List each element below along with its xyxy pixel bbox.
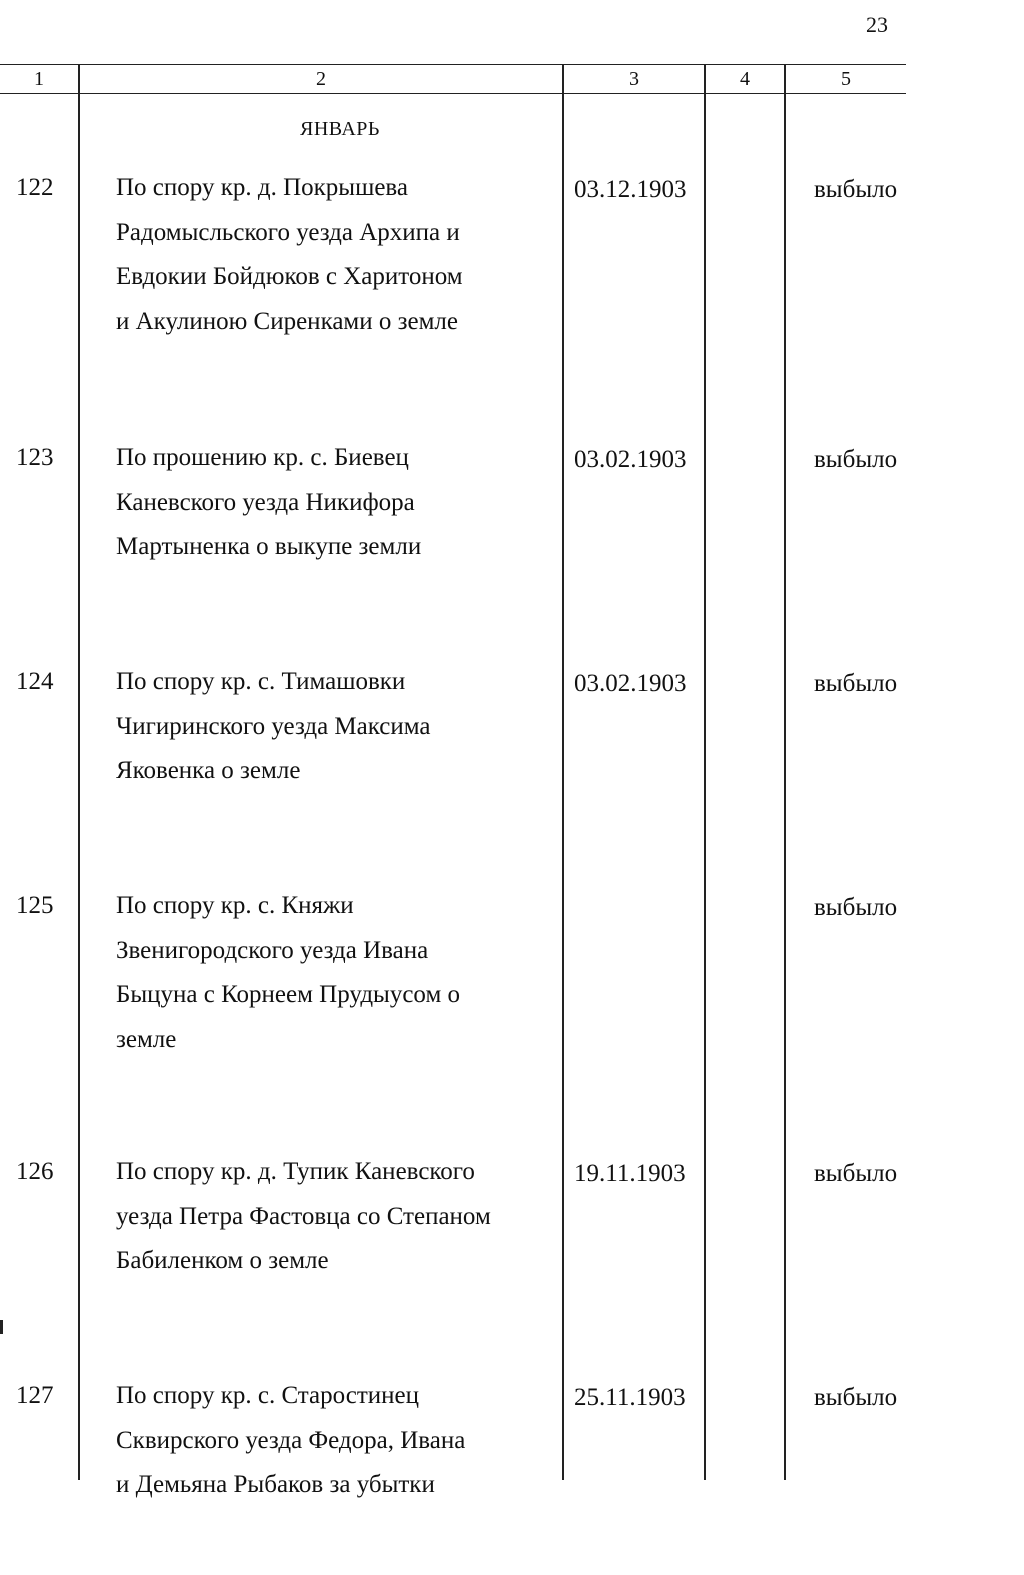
description-line: Радомысльского уезда Архипа и — [116, 218, 460, 246]
table-top-rule — [0, 64, 906, 65]
description-line: Сквирского уезда Федора, Ивана — [116, 1426, 466, 1454]
description-line: По спору кр. с. Тимашовки — [116, 668, 406, 695]
entry-date: 03.02.1903 — [574, 670, 687, 697]
entry-date: 25.11.1903 — [574, 1384, 686, 1411]
description-line: По спору кр. с. Княжи — [116, 892, 354, 919]
entry-description — [116, 436, 528, 570]
description-line: Каневского уезда Никифора — [116, 488, 415, 516]
description-line: По спору кр. д. Тупик Каневского — [116, 1158, 475, 1185]
page-number: 23 — [866, 12, 888, 37]
entry-description — [116, 1150, 528, 1284]
scan-mark — [0, 1320, 3, 1334]
entry-status: выбыло — [814, 446, 898, 473]
description-line: Чигиринского уезда Максима — [116, 712, 431, 740]
entry-description — [116, 1374, 528, 1508]
entry-date: 03.12.1903 — [574, 176, 687, 203]
entry-number: 127 — [16, 1382, 54, 1409]
entry-description — [116, 166, 528, 344]
entry-number: 124 — [16, 668, 54, 695]
column-divider-2 — [562, 64, 564, 1480]
entry-number: 122 — [16, 174, 54, 201]
column-divider-4 — [784, 64, 786, 1480]
column-divider-1 — [78, 64, 80, 1480]
description-line: Мартыненка о выкупе земли — [116, 533, 422, 561]
description-line: Евдокии Бойдюков с Харитоном — [116, 263, 463, 291]
entry-status: выбыло — [814, 176, 898, 203]
entry-number: 126 — [16, 1158, 54, 1185]
description-line: и Акулиною Сиренками о земле — [116, 307, 458, 335]
entry-date: 03.02.1903 — [574, 446, 687, 473]
description-line: По спору кр. д. Покрышева — [116, 174, 408, 201]
description-line: По прошению кр. с. Биевец — [116, 444, 409, 471]
description-line: Бабиленком о земле — [116, 1247, 329, 1275]
entry-status: выбыло — [814, 894, 898, 921]
description-line: Звенигородского уезда Ивана — [116, 936, 429, 964]
entry-status: выбыло — [814, 1384, 898, 1411]
description-line: По спору кр. с. Старостинец — [116, 1382, 419, 1409]
entry-description — [116, 884, 528, 1062]
description-line: Быцуна с Корнеем Прудыусом о — [116, 981, 461, 1009]
description-line: уезда Петра Фастовца со Степаном — [116, 1202, 491, 1230]
description-line: Яковенка о земле — [116, 757, 301, 785]
column-header-2: 2 — [316, 68, 326, 90]
description-line: земле — [116, 1025, 177, 1053]
column-header-1: 1 — [34, 68, 44, 90]
column-header-3: 3 — [629, 68, 639, 90]
header-bottom-rule — [0, 93, 906, 94]
entry-description — [116, 660, 528, 794]
column-divider-3 — [704, 64, 706, 1480]
entry-status: выбыло — [814, 1160, 898, 1187]
month-heading: ЯНВАРЬ — [300, 118, 380, 140]
entry-status: выбыло — [814, 670, 898, 697]
entry-number: 123 — [16, 444, 54, 471]
description-line: и Демьяна Рыбаков за убытки — [116, 1471, 435, 1499]
column-header-5: 5 — [841, 68, 851, 90]
column-header-4: 4 — [740, 68, 750, 90]
entry-date: 19.11.1903 — [574, 1160, 686, 1187]
entry-number: 125 — [16, 892, 54, 919]
